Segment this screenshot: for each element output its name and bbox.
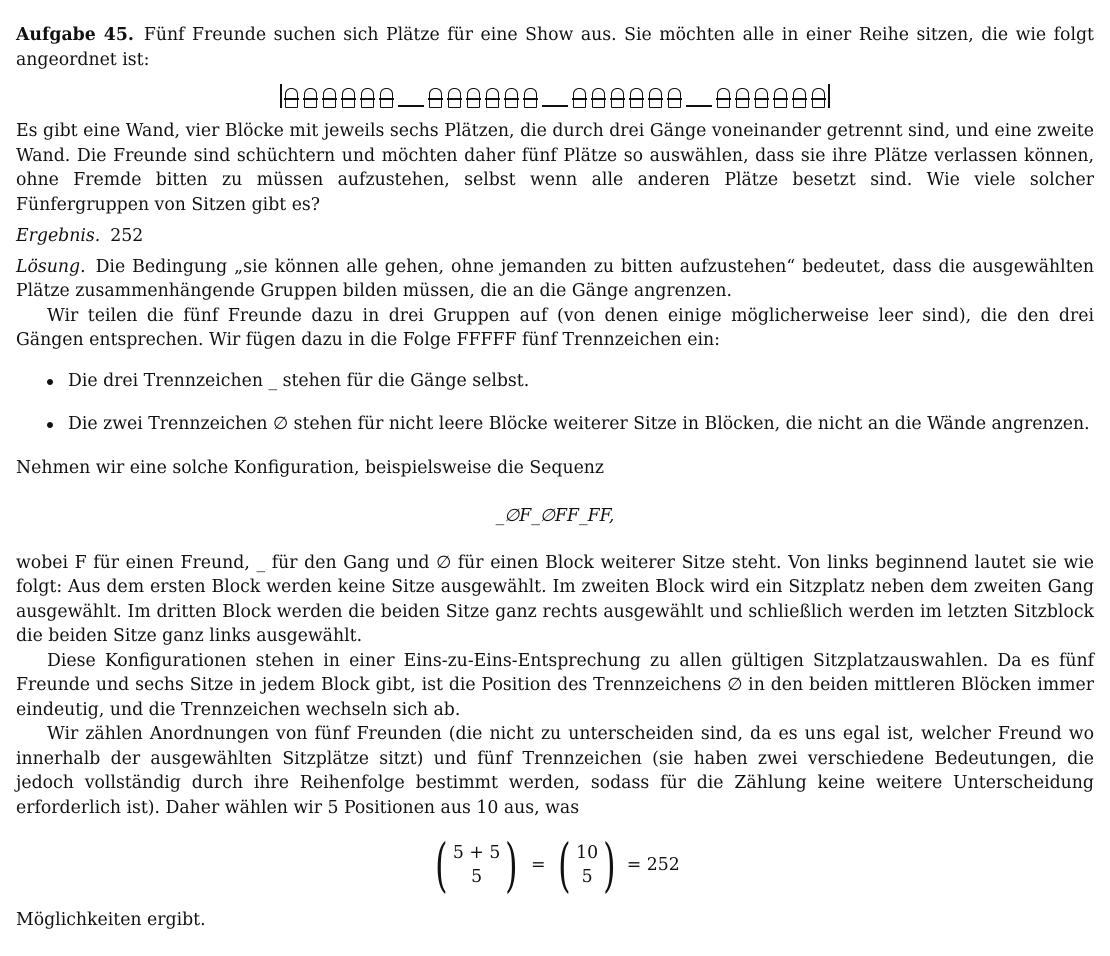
separator-list — [16, 369, 1094, 437]
equals-sign: = — [531, 854, 546, 875]
formula-result: = 252 — [626, 854, 680, 875]
seat-icon — [323, 88, 336, 108]
solution-paragraph-5: Diese Konfigurationen stehen in einer Eins-zu-Eins-Entsprechung zu allen gültigen Sitzplatzauswahlen. Da es fünf Freunde und sechs Sitze in jedem Block gibt, ist die Position des Trennzeichens ∅ in den beiden mittleren Blöcken immer eindeutig, und die Trennzeichen wechseln sich ab. — [16, 650, 1094, 720]
seat-icon — [285, 88, 298, 108]
seat-icon — [717, 88, 730, 108]
seat-block — [282, 88, 396, 108]
document-page — [16, 23, 1094, 933]
seat-icon — [380, 88, 393, 108]
solution-paragraph-3: Nehmen wir eine solche Konfiguration, beispielsweise die Sequenz — [16, 457, 605, 478]
binomial-2 — [553, 831, 620, 899]
right-paren: ) — [505, 831, 518, 899]
problem-statement — [16, 23, 1094, 72]
bullet-text-1: Die drei Trennzeichen _ stehen für die Gänge selbst. — [68, 370, 530, 391]
binom2-bottom: 5 — [581, 867, 593, 887]
problem-title: Aufgabe 45. — [16, 25, 134, 45]
list-item — [47, 369, 1094, 394]
bullet-icon — [47, 422, 53, 428]
seat-icon — [774, 88, 787, 108]
list-item — [47, 412, 1094, 437]
seat-block — [426, 88, 540, 108]
solution-last-line: Möglichkeiten ergibt. — [16, 910, 206, 930]
seat-icon — [630, 88, 643, 108]
seat-icon — [573, 88, 586, 108]
seat-block — [714, 88, 828, 108]
binom2-top: 10 — [576, 843, 599, 863]
solution-paragraph-1 — [16, 255, 1094, 304]
seat-icon — [429, 88, 442, 108]
seat-icon — [793, 88, 806, 108]
seat-icon — [668, 88, 681, 108]
solution-paragraph-2: Wir teilen die fünf Freunde dazu in drei Gruppen auf (von denen einige möglicherweise leer sind), die den drei Gängen entsprechen. Wir fügen dazu in die Folge FFFFF fünf Trennzeichen ein: — [16, 305, 1094, 350]
seat-block — [570, 88, 684, 108]
solution-paragraph-6: Wir zählen Anordnungen von fünf Freunden (die nicht zu unterscheiden sind, da es uns egal ist, welcher Freund wo innerhalb der ausgewählten Sitzplätze sitzt) und fünf Trennzeichen (sie haben zwei verschiedene Bedeutungen, die jedoch vollständig durch ihre Reihenfolge bestimmt werden, sodass für die Zählung keine weitere Unterscheidung erforderlich ist). Daher wählen wir 5 Positionen aus 10 aus, was — [16, 724, 1094, 818]
seat-icon — [486, 88, 499, 108]
result-label: Ergebnis. — [16, 226, 101, 246]
aisle — [686, 105, 712, 107]
seat-icon — [736, 88, 749, 108]
left-paren: ( — [435, 831, 448, 899]
aisle — [542, 105, 568, 107]
seat-icon — [812, 88, 825, 108]
seat-icon — [755, 88, 768, 108]
aisle — [398, 105, 424, 107]
binom1-bottom: 5 — [471, 867, 483, 887]
binomial-1 — [430, 831, 523, 899]
left-paren: ( — [558, 831, 572, 899]
seat-icon — [467, 88, 480, 108]
seat-icon — [611, 88, 624, 108]
problem-intro: Fünf Freunde suchen sich Plätze für eine Show aus. Sie möchten alle in einer Reihe sitzen, die wie folgt angeordnet ist: — [16, 25, 1094, 70]
seat-icon — [304, 88, 317, 108]
seat-icon — [649, 88, 662, 108]
seat-icon — [342, 88, 355, 108]
solution-paragraph-4: wobei F für einen Freund, _ für den Gang und ∅ für einen Block weiterer Sitze steht. Von links beginnend lautet sie wie folgt: Aus dem ersten Block werden keine Sitze ausgewählt. Im zweiten Block wird ein Sitzplatz neben dem zweiten Gang ausgewählt. Im dritten Block werden die beiden Sitze ganz rechts ausgewählt und schließlich werden im letzten Sitzblock die beiden Sitze ganz links ausgewählt. — [16, 552, 1094, 646]
example-sequence: _∅F_∅FF_FF, — [495, 506, 615, 526]
seat-icon — [592, 88, 605, 108]
seat-icon — [361, 88, 374, 108]
result-line — [16, 224, 1094, 249]
seating-diagram — [16, 78, 1094, 108]
result-value: 252 — [110, 226, 144, 246]
bullet-icon — [47, 379, 53, 385]
binomial-formula — [16, 831, 1094, 899]
wall-right — [828, 84, 830, 108]
solution-label: Lösung. — [16, 256, 86, 277]
right-paren: ) — [603, 831, 616, 899]
seat-icon — [448, 88, 461, 108]
bullet-text-2: Die zwei Trennzeichen ∅ stehen für nicht leere Blöcke weiterer Sitze in Blöcken, die nicht an die Wände angrenzen. — [68, 414, 1090, 434]
problem-main-text: Es gibt eine Wand, vier Blöcke mit jeweils sechs Plätzen, die durch drei Gänge voneinander getrennt sind, und eine zweite Wand. Die Freunde sind schüchtern und möchten daher fünf Plätze so auswählen, dass sie ihre Plätze verlassen können, ohne Fremde bitten zu müssen aufzustehen, selbst wenn alle anderen Plätze besetzt sind. Wie viele solcher Fünfergruppen von Sitzen gibt es? — [16, 121, 1094, 215]
binom1-top: 5 + 5 — [452, 843, 501, 863]
solution-p1-text: Die Bedingung „sie können alle gehen, ohne jemanden zu bitten aufzustehen“ bedeutet, dass die ausgewählten Plätze zusammenhängende Gruppen bilden müssen, die an die Gänge angrenzen. — [16, 256, 1094, 301]
seat-icon — [505, 88, 518, 108]
seat-icon — [524, 88, 537, 108]
